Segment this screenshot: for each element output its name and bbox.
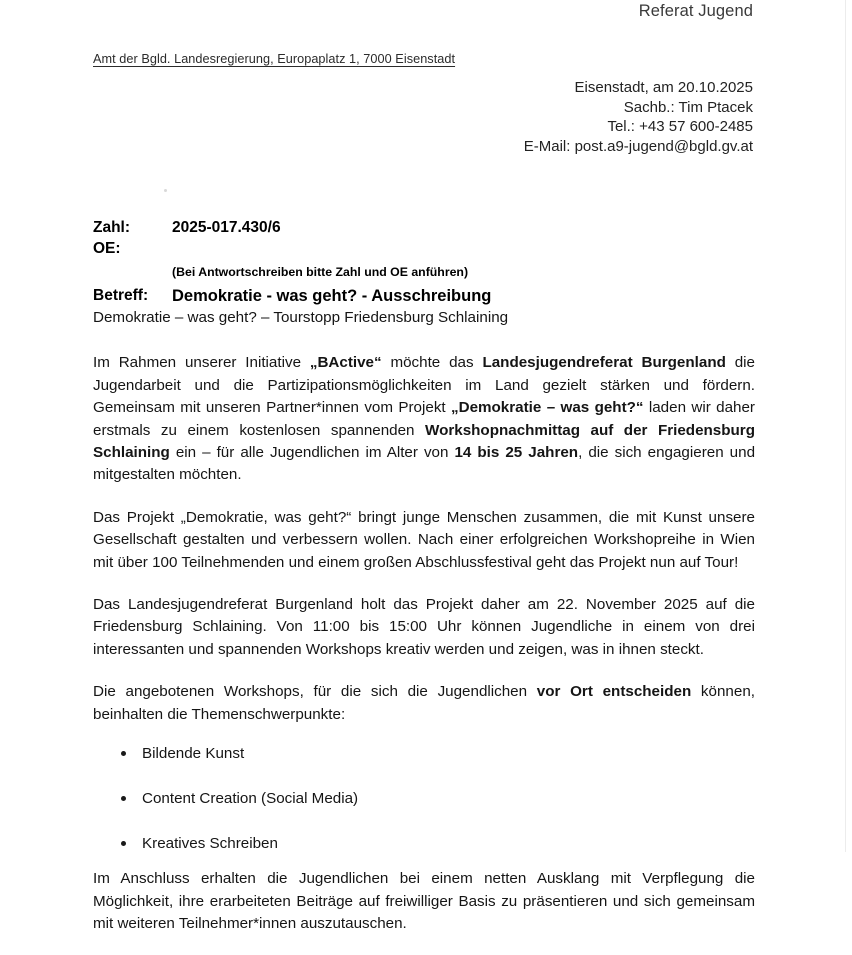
list-item-label: Content Creation (Social Media) (142, 790, 359, 808)
contact-clerk: Sachb.: Tim Ptacek (623, 98, 753, 116)
betreff-label: Betreff: (93, 287, 149, 304)
paragraph-3: Das Landesjugendreferat Burgenland holt das Projekt daher am 22. November 2025 auf die Friedensburg Schlaining. Von 11:00 bis 15:00 Uhr können Jugendliche in einem von drei interessanten und spannenden Workshops kreativ werden und zeigen, was in ihnen steckt. (93, 596, 755, 658)
contact-place-date: Eisenstadt, am 20.10.2025 (574, 79, 753, 96)
list-item (93, 834, 755, 854)
paragraph-4 (93, 681, 755, 726)
p1-bold-projekttitel: „Demokratie – was geht?“ (451, 399, 644, 417)
contact-block (0, 78, 753, 156)
paragraph-5: Im Anschluss erhalten die Jugendlichen bei einem netten Ausklang mit Verpflegung die Möglichkeit, ihre erarbeiteten Beiträge auf freiwilliger Basis zu präsentieren und sich gemeinsam mit weiteren Teilnehmer*innen auszutauschen. (93, 870, 755, 932)
p1-seg-c: möchte das (381, 354, 483, 372)
list-item-label: Kreatives Schreiben (142, 835, 278, 853)
bullet-dot-icon (121, 796, 126, 801)
oe-label: OE: (93, 240, 121, 257)
reference-row-betreff (93, 283, 713, 308)
zahl-value: 2025-017.430/6 (172, 219, 281, 236)
p1-seg-e: die Jugendarbeit und die Partizipationsmöglichkeiten im Land gezielt stärken und fördern. Gemeinsam mit unseren Partner*innen vom Projekt (93, 354, 755, 417)
reference-block (93, 217, 713, 308)
zahl-label: Zahl: (93, 219, 131, 236)
reference-note: (Bei Antwortschreiben bitte Zahl und OE anführen) (172, 265, 469, 279)
list-item (93, 789, 755, 809)
scan-speck-artifact (164, 189, 167, 192)
contact-email: E-Mail: post.a9-jugend@bgld.gv.at (523, 137, 753, 155)
p1-seg-a: Im Rahmen unserer Initiative (93, 354, 310, 372)
bullet-dot-icon (121, 841, 126, 846)
list-item-label: Bildende Kunst (142, 745, 245, 763)
p1-seg-k: , die sich engagieren und mitgestalten möchten. (93, 444, 756, 484)
scan-edge-artifact (845, 0, 846, 852)
p1-bold-alter: 14 bis 25 Jahren (454, 444, 579, 462)
paragraph-1 (93, 352, 755, 486)
workshop-topic-list (93, 744, 755, 854)
lead-line: Demokratie – was geht? – Tourstopp Friedensburg Schlaining (93, 309, 509, 326)
paragraph-2: Das Projekt „Demokratie, was geht?“ bringt junge Menschen zusammen, die mit Kunst unsere Gesellschaft gestalten und verbessern wollen. Nach einer erfolgreichen Workshopreihe in Wien mit über 100 Teilnehmenden und einem großen Abschlussfestival geht das Projekt nun auf Tour! (93, 508, 755, 571)
p1-bold-bactive: „BActive“ (309, 354, 382, 372)
p4-bold-vor-ort: vor Ort entscheiden (536, 683, 692, 701)
bullet-dot-icon (121, 751, 126, 756)
department-header: Referat Jugend (638, 2, 753, 20)
p1-seg-g: laden wir daher erstmals zu einem kostenlosen spannenden (93, 399, 755, 439)
reference-row-oe (93, 238, 713, 259)
p4-seg-c: können, beinhalten die Themenschwerpunkte: (93, 683, 755, 723)
document-body (93, 307, 755, 955)
sender-address-line: Amt der Bgld. Landesregierung, Europaplatz 1, 7000 Eisenstadt (93, 52, 456, 66)
reference-row-zahl (93, 217, 713, 238)
p1-seg-i: ein – für alle Jugendlichen im Alter von (169, 444, 455, 462)
contact-phone: Tel.: +43 57 600-2485 (607, 118, 753, 135)
betreff-value: Demokratie - was geht? - Ausschreibung (172, 287, 492, 305)
p4-seg-a: Die angebotenen Workshops, für die sich die Jugendlichen (93, 683, 537, 701)
list-item (93, 744, 755, 764)
p1-bold-landesjugendreferat: Landesjugendreferat Burgenland (482, 354, 726, 372)
p1-bold-workshopnachmittag: Workshopnachmittag auf der Friedensburg Schlaining (93, 421, 755, 462)
